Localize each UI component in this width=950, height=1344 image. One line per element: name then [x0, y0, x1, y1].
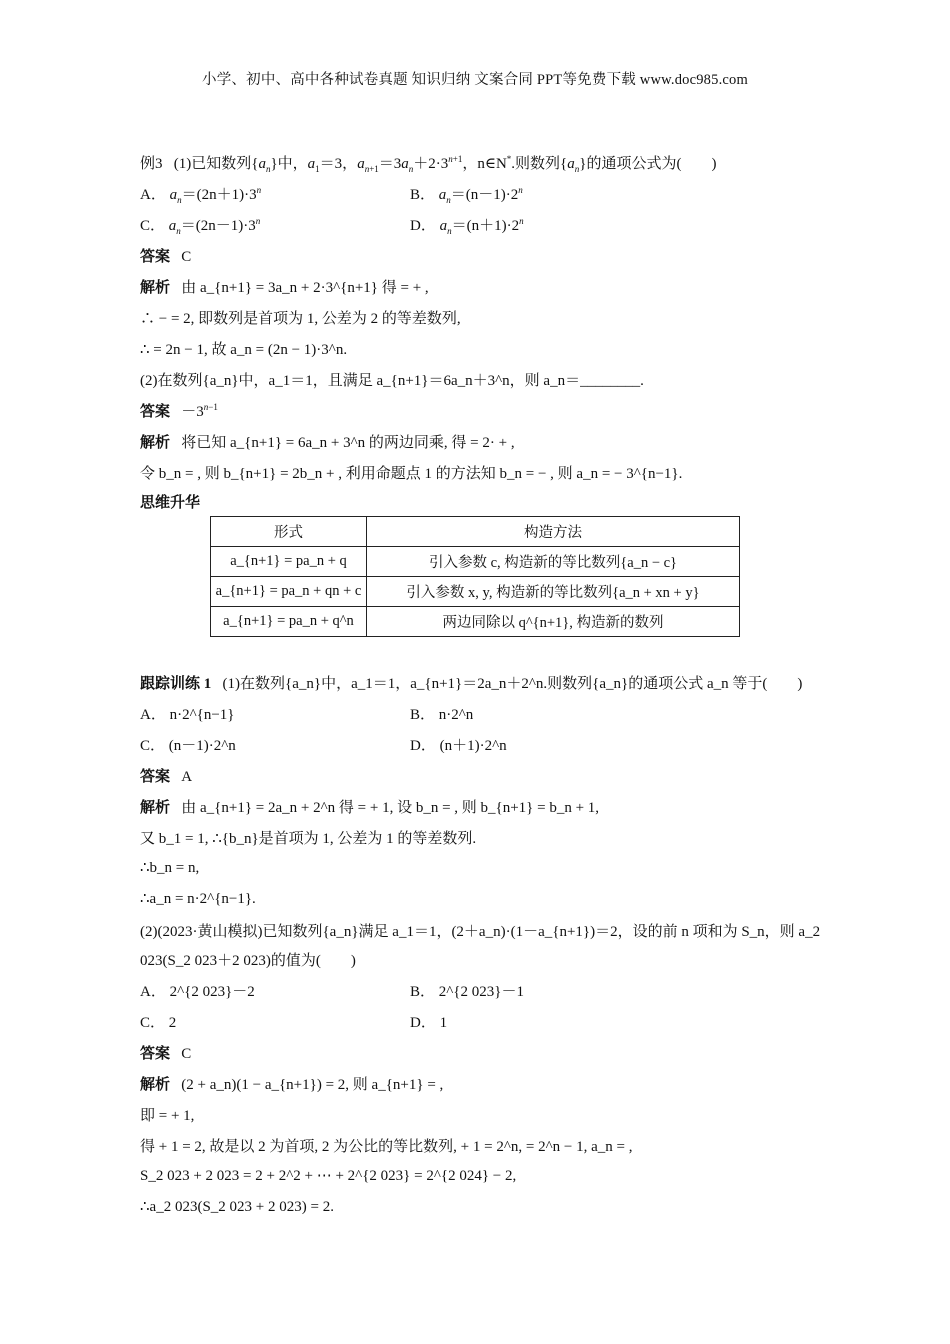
training-option-a: A． n·2^{n−1} — [140, 707, 235, 723]
training-solution-1-line-2: 又 b_1 = 1, ∴{b_n}是首项为 1, 公差为 1 的等差数列. — [140, 831, 477, 847]
table-cell: a_{n+1} = pa_n + q^n — [211, 607, 367, 637]
training-solution-2-line-1: 解析 (2 + a_n)(1 − a_{n+1}) = 2, 则 a_{n+1} = , — [140, 1077, 444, 1093]
training-option-2c: C． 2 — [140, 1015, 177, 1031]
ex3-solution-1-line-2: ∴ − = 2, 即数列是首项为 1, 公差为 2 的等差数列, — [140, 311, 461, 327]
table-header-row — [211, 517, 740, 547]
table-row — [211, 607, 740, 637]
table-row — [211, 577, 740, 607]
page-header: 小学、初中、高中各种试卷真题 知识归纳 文案合同 PPT等免费下载 www.doc985.com — [202, 72, 748, 88]
ex3-option-b: B． $a_n=(n-1)\cdot 2^n$ — [410, 185, 523, 205]
training-option-2d: D． 1 — [410, 1015, 448, 1031]
ex3-question-1: 例3 (1)已知数列$\{a_n\}$中，$a_1=3$，$a_{n+1}=3a_n+2\cdot 3^{n+1}$，n∈N*.则数列$\{a_n\}$的通项公式为( ) — [140, 154, 717, 174]
ex3-solution-2-line-1: 解析 将已知 a_{n+1} = 6a_n + 3^n 的两边同乘, 得 = 2· + , — [140, 435, 515, 451]
training-question-2-line-1: (2)(2023·黄山模拟)已知数列{a_n}满足 a_1＝1，(2＋a_n)·(1－a_{n+1})＝2，设的前 n 项和为 S_n，则 a_2 — [140, 924, 821, 940]
table-cell: 两边同除以 q^{n+1}, 构造新的数列 — [367, 607, 740, 637]
training-solution-1-line-1: 解析 由 a_{n+1} = 2a_n + 2^n 得 = + 1, 设 b_n = , 则 b_{n+1} = b_n + 1, — [140, 800, 600, 816]
table-cell: a_{n+1} = pa_n + qn + c — [211, 577, 367, 607]
ex3-answer-1: 答案 C — [140, 249, 192, 265]
summary-table — [210, 516, 740, 637]
table-row — [211, 547, 740, 577]
table-cell: 引入参数 x, y, 构造新的等比数列{a_n + xn + y} — [367, 577, 740, 607]
table-header: 构造方法 — [367, 517, 740, 547]
training-option-2a: A． 2^{2 023}－2 — [140, 984, 255, 1000]
training-solution-2-line-2: 即 = + 1, — [140, 1108, 195, 1124]
training-solution-1-line-3: ∴b_n = n, — [140, 860, 200, 876]
training-solution-2-line-5: ∴a_2 023(S_2 023 + 2 023) = 2. — [140, 1199, 334, 1215]
ex3-option-c: C． $a_n=(2n-1)\cdot 3^n$ — [140, 216, 261, 236]
ex3-answer-2: 答案 $-3^{n-1}$ — [140, 402, 218, 420]
training-solution-2-line-4: S_2 023 + 2 023 = 2 + 2^2 + ⋯ + 2^{2 023} = 2^{2 024} − 2, — [140, 1168, 517, 1184]
training-option-2b: B． 2^{2 023}－1 — [410, 984, 524, 1000]
ex3-solution-1-line-3: ∴ = 2n − 1, 故 a_n = (2n − 1)·3^n. — [140, 342, 348, 358]
table-header: 形式 — [211, 517, 367, 547]
training-answer-2: 答案 C — [140, 1046, 192, 1062]
training-option-c: C． (n－1)·2^n — [140, 738, 236, 754]
training-solution-1-line-4: ∴a_n = n·2^{n−1}. — [140, 891, 256, 907]
ex3-option-a: A． $a_n=(2n+1)\cdot 3^n$ — [140, 185, 262, 205]
ex3-option-d: D． $a_n=(n+1)\cdot 2^n$ — [410, 216, 524, 236]
ex3-solution-1-line-1: 解析 由 a_{n+1} = 3a_n + 2·3^{n+1} 得 = + , — [140, 280, 429, 296]
summary-title: 思维升华 — [140, 493, 201, 511]
training-question-2-line-2: 023(S_2 023＋2 023)的值为( ) — [140, 953, 356, 969]
training-solution-2-line-3: 得 + 1 = 2, 故是以 2 为首项, 2 为公比的等比数列, + 1 = 2^n, = 2^n − 1, a_n = , — [140, 1139, 633, 1155]
training-option-b: B． n·2^n — [410, 707, 474, 723]
ex3-question-2: (2)在数列{a_n}中，a_1＝1，且满足 a_{n+1}＝6a_n＋3^n，则 a_n＝________. — [140, 373, 644, 389]
ex3-solution-2-line-2: 令 b_n = , 则 b_{n+1} = 2b_n + , 利用命题点 1 的方法知 b_n = − , 则 a_n = − 3^{n−1}. — [140, 466, 683, 482]
training-answer-1: 答案 A — [140, 769, 193, 785]
training-option-d: D． (n＋1)·2^n — [410, 738, 507, 754]
table-cell: 引入参数 c, 构造新的等比数列{a_n − c} — [367, 547, 740, 577]
ex3-title: 例3 — [140, 156, 163, 172]
table-cell: a_{n+1} = pa_n + q — [211, 547, 367, 577]
training-question-1: 跟踪训练 1 (1)在数列{a_n}中，a_1＝1，a_{n+1}＝2a_n＋2^n.则数列{a_n}的通项公式 a_n 等于( ) — [140, 676, 803, 692]
